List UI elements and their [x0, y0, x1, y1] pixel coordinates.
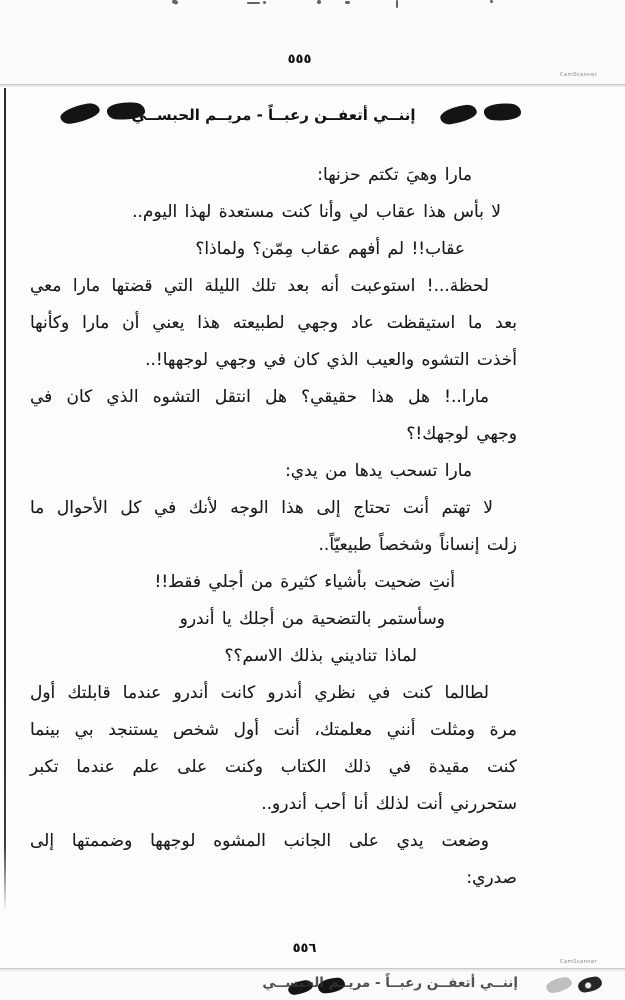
text-line: زلت إنساناً وشخصاً طبيعيّاً..: [318, 535, 517, 555]
text-line: لطالما كنت في نظري أندرو كانت أندرو عندما قابلتك أول: [30, 683, 489, 703]
text-line: أخذت التشوه والعيب الذي كان في وجهي لوجهها!..: [145, 350, 517, 370]
scan-edge-line: [4, 88, 6, 912]
text-line: لماذا تناديني بذلك الاسم؟؟: [224, 646, 417, 666]
text-line: كنت مقيدة في ذلك الكتاب وكنت على علم عندما تكبر: [30, 757, 517, 777]
text-line: لا بأس هذا عقاب لي وأنا كنت مستعدة لهذا اليوم..: [132, 202, 501, 222]
current-page-number: ٥٥٦: [292, 941, 317, 956]
book-title-running-head: إننــي أتعفــن رعبــاً - مريــم الحبســي: [131, 106, 416, 124]
text-line: وضعت يدي على الجانب المشوه لوجهها وضممتها إلى: [30, 831, 489, 851]
text-line: أنتِ ضحيت بأشياء كثيرة من أجلي فقط!!: [154, 572, 455, 592]
camscanner-watermark: CamScanner: [559, 959, 597, 965]
text-line: مارا تسحب يدها من يدي:: [285, 461, 472, 481]
text-line: لا تهتم أنت تحتاج إلى هذا الوجه لأنك في كل الأحوال ما: [30, 498, 493, 518]
text-line: بعد ما استيقظت عاد وجهي لطبيعته هذا يعني أن مارا وكأنها: [30, 313, 517, 333]
leaf-ornament-icon: [545, 976, 573, 994]
text-line: ستحررني أنت لذلك أنا أحب أندرو..: [261, 794, 517, 814]
book-title-running-head-next: إننــي أتعفــن رعبــاً - مريــم الحبســي: [262, 975, 518, 991]
camscanner-watermark: CamScanner: [559, 72, 597, 78]
text-line: مارا وهيَ تكتم حزنها:: [317, 165, 472, 185]
previous-page-number: ٥٥٥: [287, 52, 312, 67]
body-text: [30, 157, 517, 897]
text-line: مارا..! هل هذا حقيقي؟ هل انتقل التشوه الذي كان في: [30, 387, 489, 407]
text-line: وجهي لوجهك!؟: [406, 424, 517, 444]
previous-page-footer-strip: [0, 0, 625, 84]
eye-ornament-icon: [577, 976, 602, 993]
text-line: مرة ومثلت أنني معلمتك، أنت أول شخص يستنجد بي بينما: [30, 720, 517, 740]
text-line: لحظة...! استوعبت أنه بعد تلك الليلة التي قضتها مارا معي: [30, 276, 489, 296]
text-line: عقاب!! لم أفهم عقاب مِمّن؟ ولماذا؟: [195, 239, 465, 259]
text-line: صدري:: [466, 868, 517, 888]
text-line: وسأستمر بالتضحية من أجلك يا أندرو: [179, 609, 445, 629]
